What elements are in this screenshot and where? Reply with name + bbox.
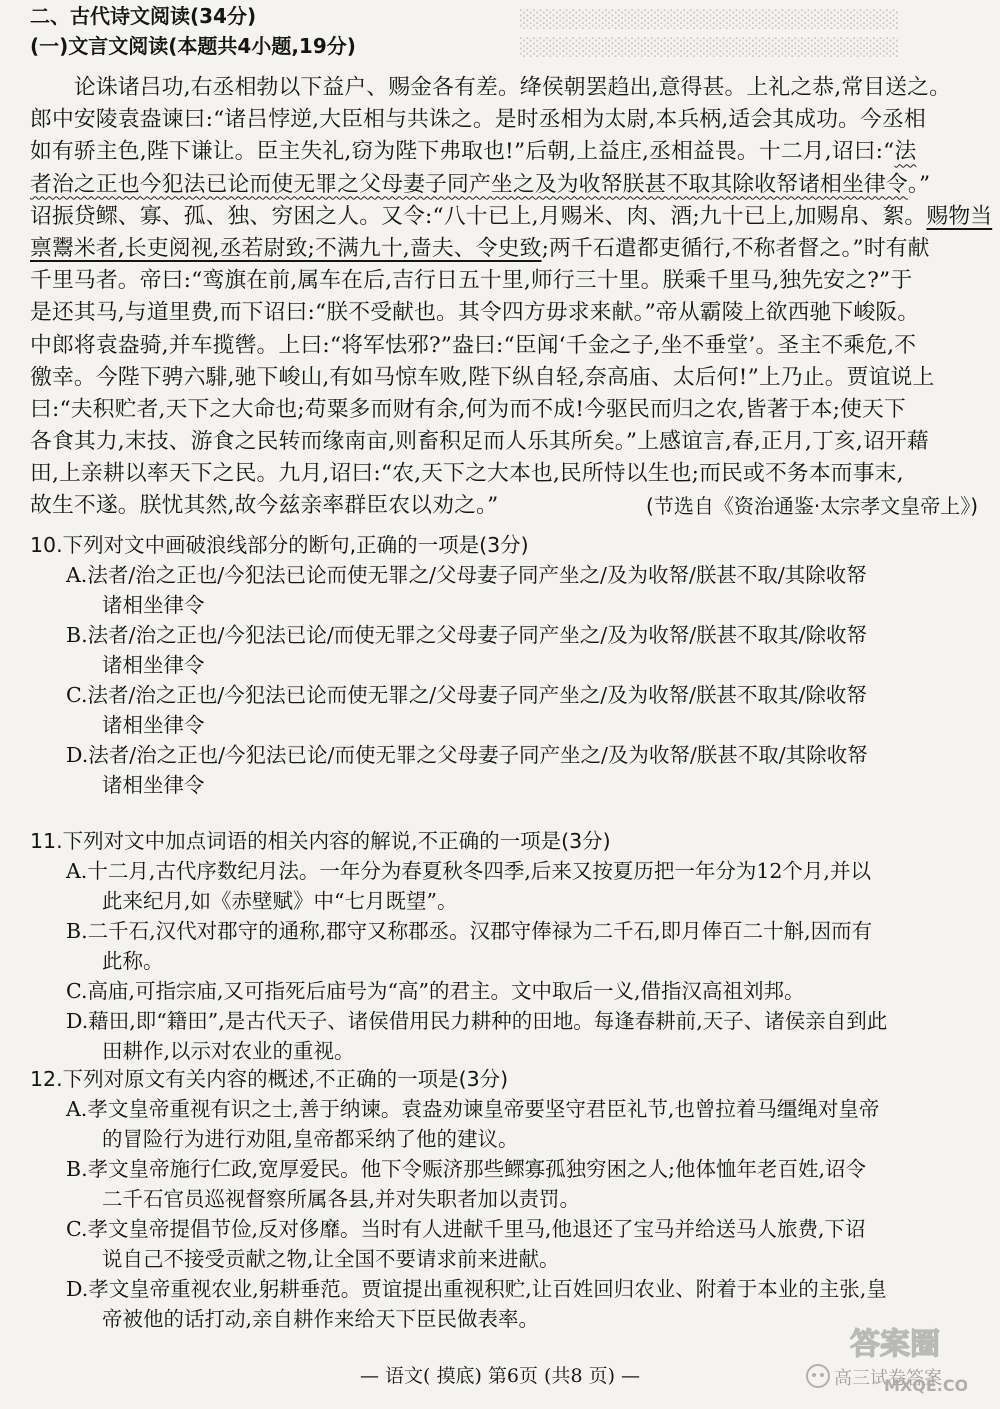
passage-text: 如有骄主色,陛下谦让。臣主失礼,窃为陛下弗取也!”后朝,上益庄,丞相益畏。十二月,诏曰:“ bbox=[30, 139, 895, 165]
answer-option: B.二千石,汉代对郡守的通称,郡守又称郡丞。汉郡守俸禄为二千石,即月俸百二十斛,因而有 bbox=[66, 919, 873, 943]
passage-line bbox=[30, 233, 980, 265]
watermark-title: 答案圈 bbox=[850, 1327, 940, 1362]
answer-option: C.法者/治之正也/今犯法已论而使无罪之/父母妻子同产坐之/及为收帑/朕甚不取其/除收帑 bbox=[66, 683, 867, 707]
answer-option: D.藉田,即“籍田”,是古代天子、诸侯借用民力耕种的田地。每逢春耕前,天子、诸侯亲自到此 bbox=[66, 1009, 888, 1033]
passage-text: 论诛诸吕功,右丞相勃以下益户、赐金各有差。绛侯朝罢趋出,意得甚。上礼之恭,常目送之。 bbox=[30, 75, 952, 100]
underlined-text: 赐物当 bbox=[926, 203, 993, 229]
question-10 bbox=[30, 530, 980, 800]
answer-option-continuation: 田耕作,以示对农业的重视。 bbox=[102, 1039, 355, 1063]
passage-line bbox=[30, 169, 980, 201]
passage-text: 田,上亲耕以率天下之民。九月,诏曰:“农,天下之大本也,民所恃以生也;而民或不务本而事末, bbox=[30, 461, 904, 487]
answer-option: D.孝文皇帝重视农业,躬耕垂范。贾谊提出重视积贮,让百姓回归农业、附着于本业的主张,皇 bbox=[66, 1277, 887, 1301]
answer-option: C.高庙,可指宗庙,又可指死后庙号为“高”的君主。文中取后一义,借指汉高祖刘邦。 bbox=[66, 979, 805, 1003]
passage-text: 郎中安陵袁盎谏曰:“诸吕悖逆,大臣相与共诛之。是时丞相为太尉,本兵柄,适会其成功。今丞相 bbox=[30, 107, 926, 133]
watermark-site: MXQE.CO bbox=[884, 1376, 967, 1394]
answer-option-continuation: 诸相坐律令 bbox=[102, 713, 205, 737]
passage-text: 中郎将袁盎骑,并车揽辔。上曰:“将军怯邪?”盎曰:“臣闻‘千金之子,坐不垂堂’。圣主不乘危,不 bbox=[30, 332, 917, 358]
subsection-title: (一)文言文阅读(本题共4小题,19分) bbox=[30, 34, 356, 58]
passage-text: ;两千石遣都吏循行,不称者督之。”时有献 bbox=[541, 235, 930, 261]
passage-source: (节选自《资治通鉴·太宗孝文皇帝上》) bbox=[646, 494, 978, 518]
passage-line bbox=[30, 136, 980, 168]
answer-option: D.法者/治之正也/今犯法已论/而使无罪之父母妻子同产坐之/及为收帑/朕甚不取/其除收帑 bbox=[66, 743, 868, 767]
answer-option: A.法者/治之正也/今犯法已论而使无罪之/父母妻子同产坐之/及为收帑/朕甚不取/其除收帑 bbox=[66, 563, 867, 587]
passage-text: 徼幸。今陛下骋六騑,驰下峻山,有如马惊车败,陛下纵自轻,奈高庙、太后何!”上乃止。贾谊说上 bbox=[30, 364, 935, 390]
answer-option-continuation: 此来纪月,如《赤壁赋》中“七月既望”。 bbox=[102, 889, 458, 913]
question-stem: 12.下列对原文有关内容的概述,不正确的一项是(3分) bbox=[30, 1067, 509, 1091]
passage-line bbox=[30, 330, 980, 362]
passage-text: 各食其力,末技、游食之民转而缘南亩,则畜积足而人乐其所矣。”上感谊言,春,正月,丁亥,诏开藉 bbox=[30, 429, 929, 455]
answer-option: B.孝文皇帝施行仁政,宽厚爱民。他下令赈济那些鳏寡孤独穷困之人;他体恤年老百姓,诏令 bbox=[66, 1157, 867, 1181]
passage-line bbox=[30, 201, 993, 233]
watermark-caption: 高三试卷答案 bbox=[834, 1368, 942, 1389]
question-11 bbox=[30, 826, 980, 1066]
passage-line bbox=[30, 458, 980, 490]
passage-text: 。” bbox=[907, 171, 931, 197]
question-stem: 11.下列对文中加点词语的相关内容的解说,不正确的一项是(3分) bbox=[30, 829, 611, 853]
passage-text: 诏振贷鳏、寡、孤、独、穷困之人。又令:“八十已上,月赐米、肉、酒;九十已上,加赐帛、絮。 bbox=[30, 203, 927, 229]
answer-option-continuation: 诸相坐律令 bbox=[102, 593, 205, 617]
passage-text: 千里马者。帝曰:“鸾旗在前,属车在后,吉行日五十里,师行三十里。朕乘千里马,独先安之?”于 bbox=[30, 268, 913, 294]
passage-line bbox=[30, 104, 980, 136]
answer-option: C.孝文皇帝提倡节俭,反对侈靡。当时有人进献千里马,他退还了宝马并给送马人旅费,下诏 bbox=[66, 1217, 866, 1241]
passage-text: 曰:“夫积贮者,天下之大命也;苟粟多而财有余,何为而不成!今驱民而归之农,皆著于本;使天下 bbox=[30, 396, 906, 422]
passage-line bbox=[30, 265, 980, 297]
question-12 bbox=[30, 1064, 980, 1334]
answer-option-continuation: 的冒险行为进行劝阻,皇帝都采纳了他的建议。 bbox=[102, 1127, 519, 1151]
answer-option: A.十二月,古代序数纪月法。一年分为春夏秋冬四季,后来又按夏历把一年分为12个月,并以 bbox=[66, 859, 871, 883]
page-footer: — 语文( 摸底) 第6页 (共8 页) — bbox=[359, 1365, 641, 1387]
wavy-underlined-text: 者治之正也今犯法已论而使无罪之父母妻子同产坐之及为收帑朕甚不取其除收帑诸相坐律令 bbox=[30, 171, 908, 197]
passage-text: 是还其马,与道里费,而下诏曰:“朕不受献也。其令四方毋求来献。”帝从霸陵上欲西驰下峻阪。 bbox=[30, 300, 920, 326]
answer-option-continuation: 说自己不接受贡献之物,让全国不要请求前来进献。 bbox=[102, 1247, 560, 1271]
passage-line bbox=[30, 362, 980, 394]
watermark-logo-graphic bbox=[792, 1318, 967, 1394]
question-stem: 10.下列对文中画破浪线部分的断句,正确的一项是(3分) bbox=[30, 533, 529, 557]
underlined-text: 禀鬻米者,长吏阅视,丞若尉致;不满九十,啬夫、令史致 bbox=[30, 235, 542, 261]
answer-option-continuation: 帝被他的话打动,亲自耕作来给天下臣民做表率。 bbox=[102, 1307, 540, 1331]
watermark-logo bbox=[792, 1318, 967, 1394]
answer-option: B.法者/治之正也/今犯法已论/而使无罪之父母妻子同产坐之/及为收帑/朕甚不取其/除收帑 bbox=[66, 623, 868, 647]
answer-option-continuation: 诸相坐律令 bbox=[102, 653, 205, 677]
answer-option: A.孝文皇帝重视有识之士,善于纳谏。袁盎劝谏皇帝要坚守君臣礼节,也曾拉着马缰绳对皇帝 bbox=[66, 1097, 880, 1121]
answer-option-continuation: 诸相坐律令 bbox=[102, 773, 205, 797]
section-title: 二、古代诗文阅读(34分) bbox=[30, 4, 257, 28]
answer-option-continuation: 此称。 bbox=[102, 949, 164, 973]
passage-line bbox=[30, 297, 980, 329]
passage-line bbox=[30, 72, 980, 104]
passage-line bbox=[30, 394, 980, 426]
classical-chinese-passage bbox=[30, 72, 993, 523]
answer-option-continuation: 二千石官员巡视督察所属各县,并对失职者加以责罚。 bbox=[102, 1187, 581, 1211]
passage-text: 故生不遂。朕忧其然,故今兹亲率群臣农以劝之。” bbox=[30, 493, 499, 519]
bleed-through-decoration: ░░░░░░░░░░░░░░░░░░░░░░░░░░░░░ ░░░░░░░░░░░░░░░░░░░░░░░░░░░░░ bbox=[520, 10, 900, 58]
wavy-underlined-text: 法 bbox=[894, 139, 917, 165]
passage-line bbox=[30, 426, 980, 458]
